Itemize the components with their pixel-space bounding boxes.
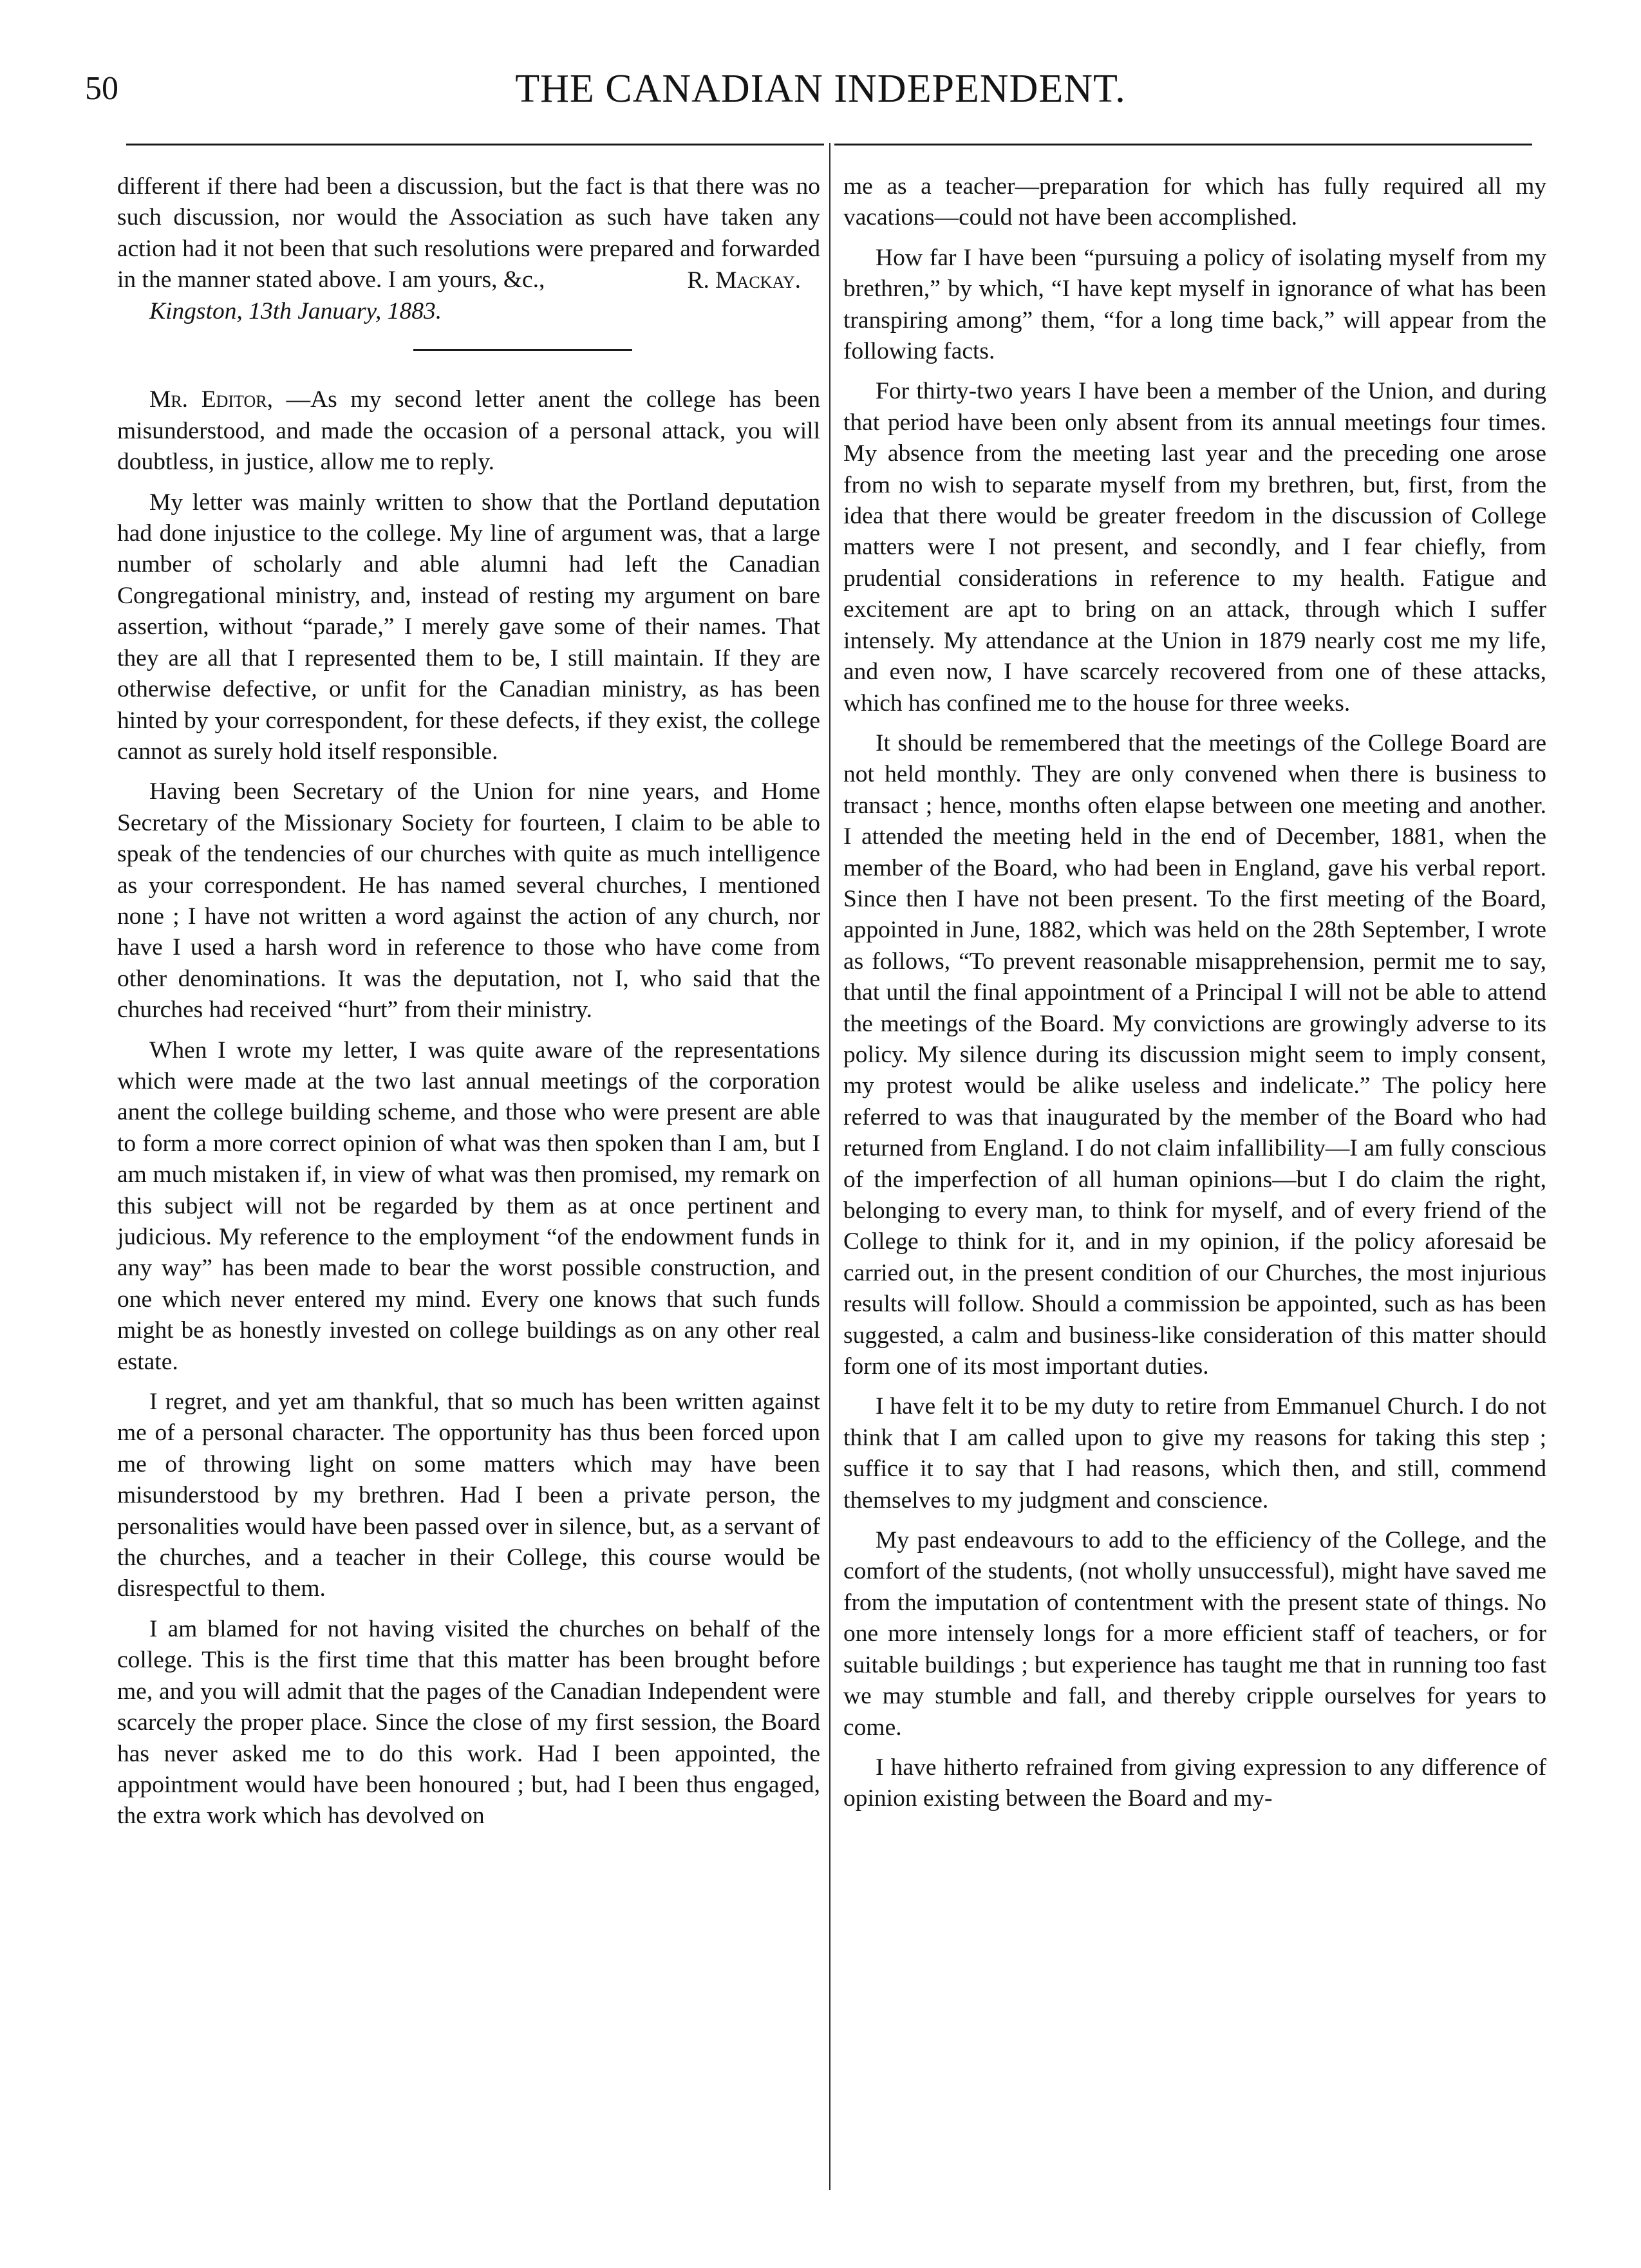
dateline: Kingston, 13th January, 1883. — [149, 298, 442, 325]
paragraph: When I wrote my letter, I was quite aware of the representations which were made at the two last annual meetings of the corporation anent the college building scheme, and those who were present are able to form a more correct opinion of what was then spoken than I am, but I am much mistaken if, in view of what was then promised, my remark on this subject will not be regarded by them as at once pertinent and judicious. My reference to the employment “of the endowment funds in any way” has been made to bear the worst possible construction, and one which never entered my mind. Every one knows that such funds might be as honestly invested on college buildings as on any other real estate. — [117, 1036, 820, 1375]
header-rule-right — [834, 144, 1532, 145]
continuation-text: different if there had been a discussion, but the fact is that there was no such discussion, nor would the Association as such have taken any action had it not been that such resolutions were prepared and forwarded in the manner stated above. I am yours, &c., — [117, 173, 820, 294]
paragraph: My letter was mainly written to show that the Portland deputation had done injustice to the college. My line of argument was, that a large number of scholarly and able alumni had left the Canadian Congregational ministry, and, instead of resting my argument on bare assertion, without “parade,” I merely gave some of their names. That they are all that I represented them to be, I still maintain. If they are otherwise defective, or unfit for the Canadian ministry, as has been hinted by your correspondent, for these defects, if they exist, the college cannot as surely hold itself responsible. — [117, 489, 820, 765]
header-rule-left — [126, 144, 824, 145]
left-column — [117, 171, 820, 1841]
column-divider — [829, 143, 830, 2190]
signature-name: R. Mackay. — [687, 267, 801, 294]
paragraph: Having been Secretary of the Union for nine years, and Home Secretary of the Missionary Society for fourteen, I claim to be able to speak of the tendencies of our churches with quite as much intelligence as your correspondent. He has named several churches, I mentioned none ; I have not written a word against the action of any church, nor have I used a harsh word in reference to those who have come from other denominations. It was the deputation, not I, who said that the churches had received “hurt” from their ministry. — [117, 778, 820, 1024]
page-number: 50 — [85, 70, 118, 107]
paragraph: It should be remembered that the meetings of the College Board are not held monthly. They are only convened when there is business to transact ; hence, months often elapse between one meeting and another. I attended the meeting held in the end of December, 1881, when the member of the Board, who had been in England, gave his verbal report. Since then I have not been present. To the first meeting of the Board, appointed in June, 1882, which was held on the 28th September, I wrote as follows, “To prevent reasonable misapprehension, permit me to say, that until the final appointment of a Principal I will not be able to attend the meetings of the Board. My convictions are growingly adverse to its policy. My silence during its discussion might seem to imply consent, my protest would be alike useless and indelicate.” The policy here referred to was that inaugurated by the member of the Board who had returned from England. I do not claim infallibility—I am fully conscious of the imperfection of all human opinions—but I do claim the right, belonging to every man, to think for myself, and of every friend of the College to think for it, and in my opinion, if the policy aforesaid be carried out, in the present condition of our Churches, the most injurious results will follow. Should a commission be appointed, such as has been suggested, a calm and business-like consideration of this matter should form one of its most important duties. — [843, 729, 1546, 1380]
paragraph: I have hitherto refrained from giving expression to any difference of opinion existing between the Board and my- — [843, 1754, 1546, 1812]
letter-opening-paragraph — [117, 384, 820, 478]
paragraph: me as a teacher—preparation for which has fully required all my vacations—could not have been accomplished. — [843, 173, 1546, 231]
paragraph: My past endeavours to add to the efficiency of the College, and the comfort of the students, (not wholly unsuccessful), might have saved me from the imputation of contentment with the present state of things. No one more intensely longs for a more efficient staff of teachers, or for suitable buildings ; but experience has taught me that in running too fast we may stumble and fall, and thereby cripple ourselves for years to come. — [843, 1527, 1546, 1741]
running-title: THE CANADIAN INDEPENDENT. — [515, 67, 1126, 111]
paragraph: How far I have been “pursuing a policy of isolating myself from my brethren,” by which, “I have kept myself in ignorance of what has been transpiring among” them, “for a long time back,” will appear from the following facts. — [843, 244, 1546, 365]
letter-opening: —As my second letter anent the college has been misunderstood, and made the occasion of a personal attack, you will doubtless, in justice, allow me to reply. — [117, 386, 821, 476]
right-column — [843, 171, 1546, 1824]
paragraph: I am blamed for not having visited the churches on behalf of the college. This is the first time that this matter has been brought before me, and you will admit that the pages of the Canadian Independent were scarcely the proper place. Since the close of my first session, the Board has never asked me to do this work. Had I been appointed, the appointment would have been honoured ; but, had I been thus engaged, the extra work which has devolved on — [117, 1615, 820, 1830]
paragraph: I have felt it to be my duty to retire from Emmanuel Church. I do not think that I am called upon to give my reasons for taking this step ; suffice it to say that I had reasons, which then, and still, commend themselves to my judgment and conscience. — [843, 1393, 1546, 1514]
section-divider — [413, 349, 632, 351]
paragraph: For thirty-two years I have been a member of the Union, and during that period have been only absent from its annual meetings four times. My absence from the meeting last year and the preceding one arose from no wish to separate myself from my brethren, but, first, from the idea that there would be greater freedom in the discussion of College matters were I not present, and secondly, and I fear chiefly, from prudential considerations in reference to my health. Fatigue and excitement are apt to bring on an attack, through which I suffer intensely. My attendance at the Union in 1879 nearly cost me my life, and even now, I have scarcely recovered from one of these attacks, which has confined me to the house for three weeks. — [843, 378, 1546, 717]
letter-salutation: Mr. Editor, — [149, 386, 273, 413]
paragraph: I regret, and yet am thankful, that so much has been written against me of a personal character. The opportunity has thus been forced upon me of throwing light on some matters which may have been misunderstood by my brethren. Had I been a private person, the personalities would have been passed over in silence, but, as a servant of the churches, and a teacher in their College, this course would be disrespectful to them. — [117, 1389, 820, 1602]
